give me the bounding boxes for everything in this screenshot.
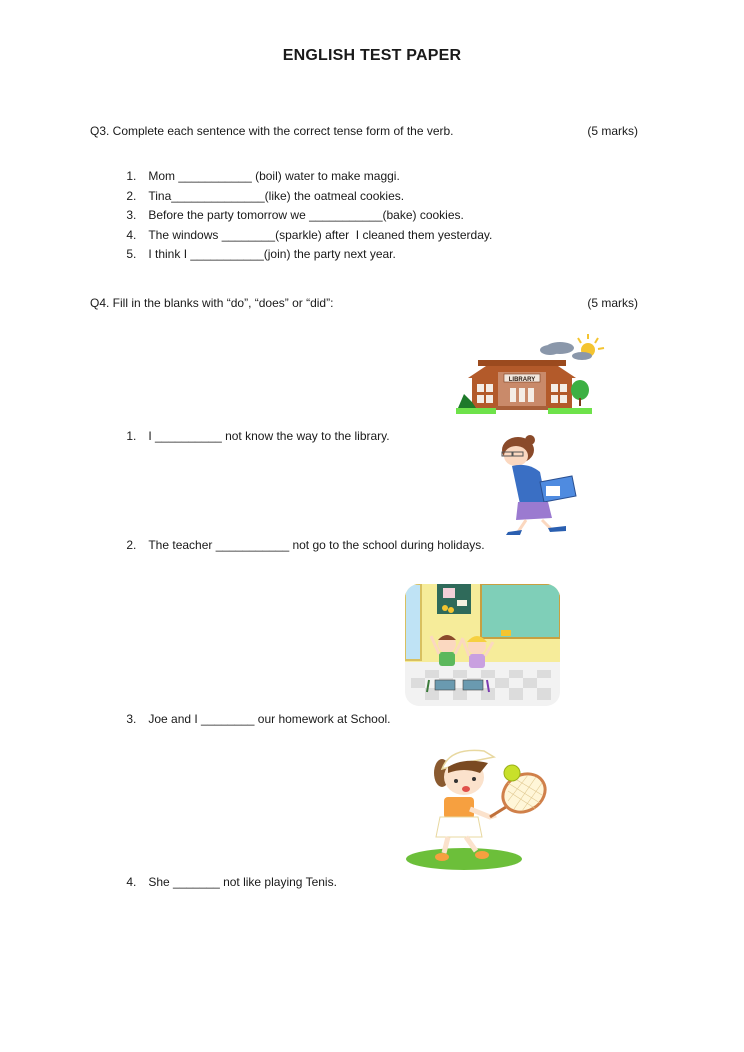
item-number: 2. (126, 189, 137, 203)
item-number: 4. (126, 228, 137, 242)
item-text: The teacher ___________ not go to the school during holidays. (148, 538, 485, 552)
item-text: Joe and I ________ our homework at School. (148, 712, 391, 726)
item-number: 1. (126, 169, 137, 183)
q3-header (90, 124, 638, 138)
item-number: 3. (126, 712, 137, 726)
q4-item-3 (113, 698, 391, 740)
page-title: ENGLISH TEST PAPER (282, 47, 462, 64)
q4-header (90, 296, 638, 310)
item-text: Tina______________(like) the oatmeal cookies. (148, 189, 405, 203)
q3-prompt: Q3. Complete each sentence with the correct tense form of the verb. (90, 124, 454, 138)
q4-marks: (5 marks) (587, 296, 638, 310)
item-text: Mom ___________ (boil) water to make maggi. (148, 169, 400, 183)
item-text: The windows ________(sparkle) after I cleaned them yesterday. (148, 228, 493, 242)
q4-prompt: Q4. Fill in the blanks with “do”, “does” or “did”: (90, 296, 334, 310)
item-number: 2. (126, 538, 137, 552)
girl-playing-tennis-illustration (404, 733, 556, 873)
svg-text:LIBRARY: LIBRARY (508, 377, 536, 383)
item-number: 5. (126, 247, 137, 261)
q4-item-4 (113, 861, 337, 903)
item-number: 4. (126, 875, 137, 889)
children-classroom-illustration (405, 584, 560, 706)
item-text: Before the party tomorrow we ___________(bake) cookies. (148, 208, 464, 222)
item-text: I think I ___________(join) the party next year. (148, 247, 396, 261)
item-number: 3. (126, 208, 137, 222)
item-text: She _______ not like playing Tenis. (148, 875, 337, 889)
q4-item-2 (113, 524, 485, 566)
q3-item-5 (113, 233, 396, 275)
q4-item-1 (113, 415, 390, 457)
library-building-illustration (450, 328, 610, 420)
q3-marks: (5 marks) (587, 124, 638, 138)
item-text: I __________ not know the way to the library. (148, 429, 390, 443)
walking-teacher-illustration (490, 432, 585, 536)
item-number: 1. (126, 429, 137, 443)
